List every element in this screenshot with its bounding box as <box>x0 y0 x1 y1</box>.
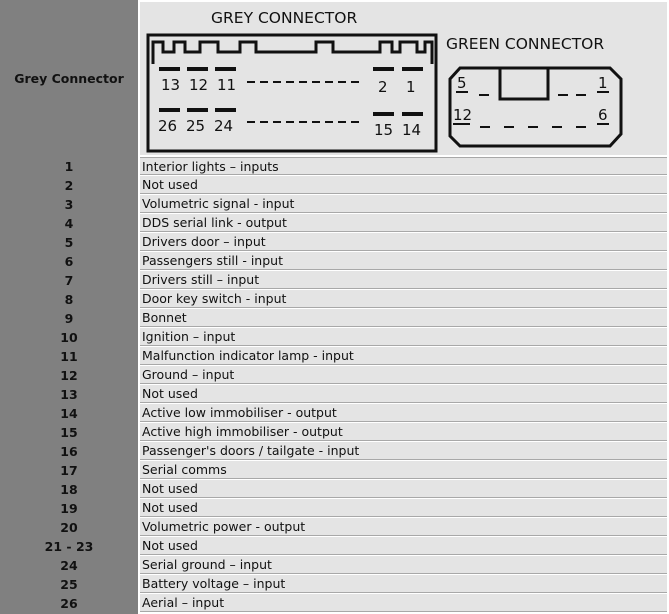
pin-number: 26 <box>60 596 78 611</box>
pin-description: Volumetric power - output <box>140 518 667 536</box>
pin-description: Active low immobiliser - output <box>140 404 667 422</box>
grey-bottom-pin-labels <box>158 117 421 139</box>
pin-description: Active high immobiliser - output <box>140 423 667 441</box>
table-row <box>0 252 669 271</box>
svg-text:5: 5 <box>457 74 467 92</box>
green-pin-underlines <box>453 91 609 125</box>
pin-rows <box>0 157 669 613</box>
table-row <box>0 233 669 252</box>
pin-number: 25 <box>60 577 78 592</box>
pin-number: 19 <box>60 501 78 516</box>
svg-text:11: 11 <box>217 76 237 94</box>
pin-description: Malfunction indicator lamp - input <box>140 347 667 365</box>
pin-number: 16 <box>60 444 78 459</box>
table-row <box>0 214 669 233</box>
pin-description: Ignition – input <box>140 328 667 346</box>
pin-description: Not used <box>140 537 667 555</box>
pin-number: 7 <box>64 273 74 288</box>
table-row <box>0 461 669 480</box>
table-row <box>0 328 669 347</box>
table-row <box>0 157 669 176</box>
table-row <box>0 347 669 366</box>
svg-text:1: 1 <box>598 74 608 92</box>
svg-text:14: 14 <box>402 121 422 139</box>
pin-description: Not used <box>140 480 667 498</box>
pin-number: 10 <box>60 330 78 345</box>
table-row <box>0 423 669 442</box>
table-row <box>0 499 669 518</box>
green-connector-body <box>450 68 621 146</box>
pin-number: 5 <box>64 235 74 250</box>
svg-text:12: 12 <box>453 106 473 124</box>
pin-number: 15 <box>60 425 78 440</box>
table-row <box>0 290 669 309</box>
table-row <box>0 575 669 594</box>
table-row <box>0 271 669 290</box>
svg-text:1: 1 <box>406 78 416 96</box>
pin-description: Serial ground – input <box>140 556 667 574</box>
svg-text:2: 2 <box>378 78 388 96</box>
grey-top-dashes <box>247 81 359 83</box>
grey-bottom-dashes <box>247 121 359 123</box>
pin-description: Not used <box>140 176 667 194</box>
column-header-grey-connector: Grey Connector <box>14 71 124 86</box>
grey-top-pin-marks <box>159 67 423 71</box>
pin-description: Passenger's doors / tailgate - input <box>140 442 667 460</box>
table-row <box>0 594 669 613</box>
grey-top-pin-labels <box>161 76 416 96</box>
svg-text:15: 15 <box>374 121 394 139</box>
pin-number: 21 - 23 <box>44 539 94 554</box>
pin-number: 4 <box>64 216 74 231</box>
table-row <box>0 309 669 328</box>
table-row <box>0 442 669 461</box>
pin-number: 18 <box>60 482 78 497</box>
grey-bottom-pin-marks <box>159 108 423 116</box>
connector-diagram-cell <box>140 2 667 155</box>
pin-number: 14 <box>60 406 78 421</box>
pin-description: Not used <box>140 385 667 403</box>
table-row <box>0 518 669 537</box>
pin-number: 3 <box>64 197 74 212</box>
pin-description: DDS serial link - output <box>140 214 667 232</box>
pin-number: 20 <box>60 520 78 535</box>
svg-text:24: 24 <box>214 117 234 135</box>
pin-description: Ground – input <box>140 366 667 384</box>
table-row <box>0 404 669 423</box>
pin-description: Aerial – input <box>140 594 667 612</box>
pin-description: Passengers still - input <box>140 252 667 270</box>
pin-description: Door key switch - input <box>140 290 667 308</box>
pin-number: 2 <box>64 178 74 193</box>
pin-description: Interior lights – inputs <box>140 157 667 175</box>
pin-number: 12 <box>60 368 78 383</box>
green-connector-title: GREEN CONNECTOR <box>446 35 605 53</box>
svg-text:26: 26 <box>158 117 178 135</box>
pin-description: Serial comms <box>140 461 667 479</box>
pin-description: Bonnet <box>140 309 667 327</box>
pin-description: Volumetric signal - input <box>140 195 667 213</box>
pin-number: 24 <box>60 558 78 573</box>
table-row <box>0 537 669 556</box>
pin-description: Drivers door – input <box>140 233 667 251</box>
svg-text:25: 25 <box>186 117 206 135</box>
table-row <box>0 385 669 404</box>
table-row <box>0 195 669 214</box>
pin-number: 1 <box>64 159 74 174</box>
pin-number: 8 <box>64 292 74 307</box>
pin-number: 9 <box>64 311 74 326</box>
pin-number: 6 <box>64 254 74 269</box>
table-row <box>0 556 669 575</box>
connector-diagram <box>140 2 667 155</box>
grey-connector-title: GREY CONNECTOR <box>211 9 358 27</box>
svg-text:13: 13 <box>161 76 181 94</box>
pin-number: 13 <box>60 387 78 402</box>
pin-number: 11 <box>60 349 78 364</box>
pin-description: Drivers still – input <box>140 271 667 289</box>
column-header-cell <box>0 0 138 157</box>
table-row <box>0 480 669 499</box>
table-row <box>0 176 669 195</box>
pin-description: Not used <box>140 499 667 517</box>
pin-number: 17 <box>60 463 78 478</box>
svg-text:12: 12 <box>189 76 209 94</box>
table-row <box>0 366 669 385</box>
svg-text:6: 6 <box>598 106 608 124</box>
pin-description: Battery voltage – input <box>140 575 667 593</box>
